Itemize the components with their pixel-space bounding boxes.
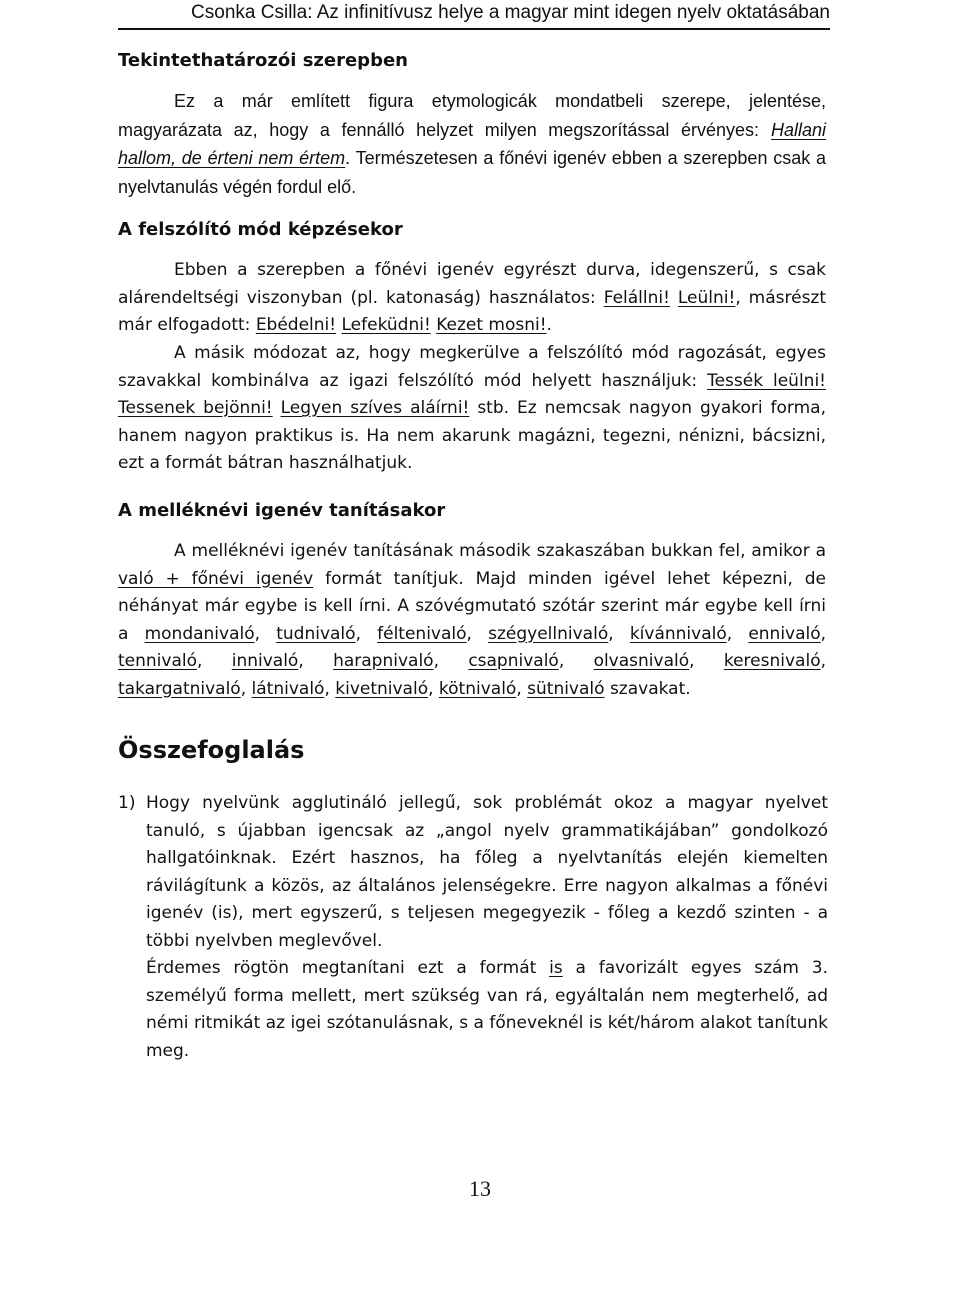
s3-end: szavakat. xyxy=(609,678,691,699)
compound-word-list: mondanivaló, tudnivaló, féltenivaló, szégyellnivaló, kívánnivaló, ennivaló, tennivaló, innivaló, harapnivaló, csapnivaló, olvasnivaló, keresnivaló, takargatnivaló, látnivaló, kivetnivaló, kötnivaló, sütnivaló xyxy=(118,623,827,699)
paragraph-s2b xyxy=(118,340,826,478)
example-kezet-mosni: Kezet mosni! xyxy=(436,315,547,335)
compound-word: mondanivaló xyxy=(144,623,255,644)
list-item-number: 1) xyxy=(118,793,136,813)
s1-text: Ez a már említett figura etymologicák mondatbeli szerepe, jelentése, magyarázata az, hogy a fennálló helyzet milyen megszorítással érvényes: xyxy=(118,91,826,140)
paragraph-s1 xyxy=(118,88,826,202)
running-header: Csonka Csilla: Az infinitívusz helye a magyar mint idegen nyelv oktatásában xyxy=(118,0,830,30)
compound-word: takargatnivaló xyxy=(118,678,241,699)
compound-word: ennivaló xyxy=(748,623,821,644)
compound-word: innivaló xyxy=(231,651,299,671)
s3-text: A melléknévi igenév tanításának második szakaszában bukkan fel, amikor a xyxy=(174,541,826,561)
item1-p2-end: a favorizált egyes szám 3. személyű forma mellett, mert szükség van rá, egyáltalán nem megterhelő, ad némi ritmikát az igei szótanulásnak, s a főneveknél is két/három alakot tanítunk meg. xyxy=(146,958,829,1061)
example-tessenek-bejonni: Tessenek bejönni! xyxy=(118,398,273,418)
s2b-text: A másik módozat az, hogy megkerülve a felszólító mód ragozását, egyes szavakkal kombinálva az igazi felszólító mód helyett használjuk: xyxy=(118,343,826,391)
example-tessek-leulni: Tessék leülni! xyxy=(707,370,826,391)
example-leulni: Leülni! xyxy=(677,287,736,308)
s2a-text: Ebben a szerepben a főnévi igenév egyrészt durva, idegenszerű, s csak alárendeltségi viszonyban (pl. katonaság) használatos: xyxy=(118,260,826,308)
compound-word: keresnivaló xyxy=(723,651,821,671)
paragraph-s3 xyxy=(118,538,826,703)
example-lefekudni: Lefeküdni! xyxy=(341,315,431,335)
emphasis-is: is xyxy=(549,958,563,978)
summary-list xyxy=(118,790,828,1065)
formula-valo-fonevi-igenev: való + főnévi igenév xyxy=(118,568,314,589)
example-legyen-szives: Legyen szíves aláírni! xyxy=(280,398,470,418)
s2a-mid: , másrészt már elfogadott: xyxy=(118,287,827,335)
compound-word: tennivaló xyxy=(118,651,197,671)
s2a-end: . xyxy=(546,315,552,335)
compound-word: szégyellnivaló xyxy=(488,623,609,644)
s2b-end: stb. Ez nemcsak nagyon gyakori forma, hanem nagyon praktikus is. Ha nem akarunk magázni, tegezni, nénizni, bácsizni, ezt a formát bátran használhatjuk. xyxy=(118,398,826,473)
list-item-text: Hogy nyelvünk agglutináló jellegű, sok problémát okoz a magyar nyelvet tanuló, s újabban igencsak az „angol nyelv grammatikájában” gondolkozó hallgatóinknak. Ezért hasznos, ha főleg a nyelvtanítás elején kiemelten rávilágítunk a közös, az általános jelenségekre. Erre nagyon alkalmas a főnévi igenév (is), mert egyszerű, s teljesen megegyezik - főleg a kezdő szinten - a többi nyelvben meglevővel. xyxy=(146,793,828,951)
paragraph-s2a xyxy=(118,257,826,340)
example-felallni: Felállni! xyxy=(603,287,670,308)
compound-word: csapnivaló xyxy=(468,651,559,671)
section-heading-felszolito: A felszólító mód képzésekor xyxy=(118,219,403,240)
compound-word: kivetnivaló xyxy=(335,678,429,699)
compound-word: tudnivaló xyxy=(276,623,356,644)
section-heading-tekintethatarozoi: Tekintethatározói szerepben xyxy=(118,50,408,71)
compound-word: látnivaló xyxy=(251,678,325,699)
page-number: 13 xyxy=(469,1176,491,1201)
compound-word: kívánnivaló xyxy=(629,623,727,644)
compound-word: harapnivaló xyxy=(333,651,434,671)
list-item xyxy=(118,790,828,1065)
list-item-text-2 xyxy=(146,955,828,1065)
example-ebedelni: Ebédelni! xyxy=(255,315,337,335)
section-heading-melleknevi: A melléknévi igenév tanításakor xyxy=(118,500,446,521)
s3-mid: formát tanítjuk. Majd minden igével lehet képezni, de néhányat már egybe is kell írni. A szóvégmutató szótár szerint már egybe kell írni a xyxy=(118,568,826,644)
compound-word: kötnivaló xyxy=(438,678,517,699)
item1-p2-start: Érdemes rögtön megtanítani ezt a formát xyxy=(146,958,537,978)
example-hallani: Hallani hallom, de érteni nem értem xyxy=(118,119,827,168)
s1-text-end: . Természetesen a főnévi igenév ebben a szerepben csak a nyelvtanulás végén fordul elő. xyxy=(118,148,827,197)
compound-word: sütnivaló xyxy=(527,678,605,699)
compound-word: féltenivaló xyxy=(377,623,467,644)
section-heading-osszefoglalas: Összefoglalás xyxy=(118,736,305,764)
compound-word: olvasnivaló xyxy=(593,651,690,671)
